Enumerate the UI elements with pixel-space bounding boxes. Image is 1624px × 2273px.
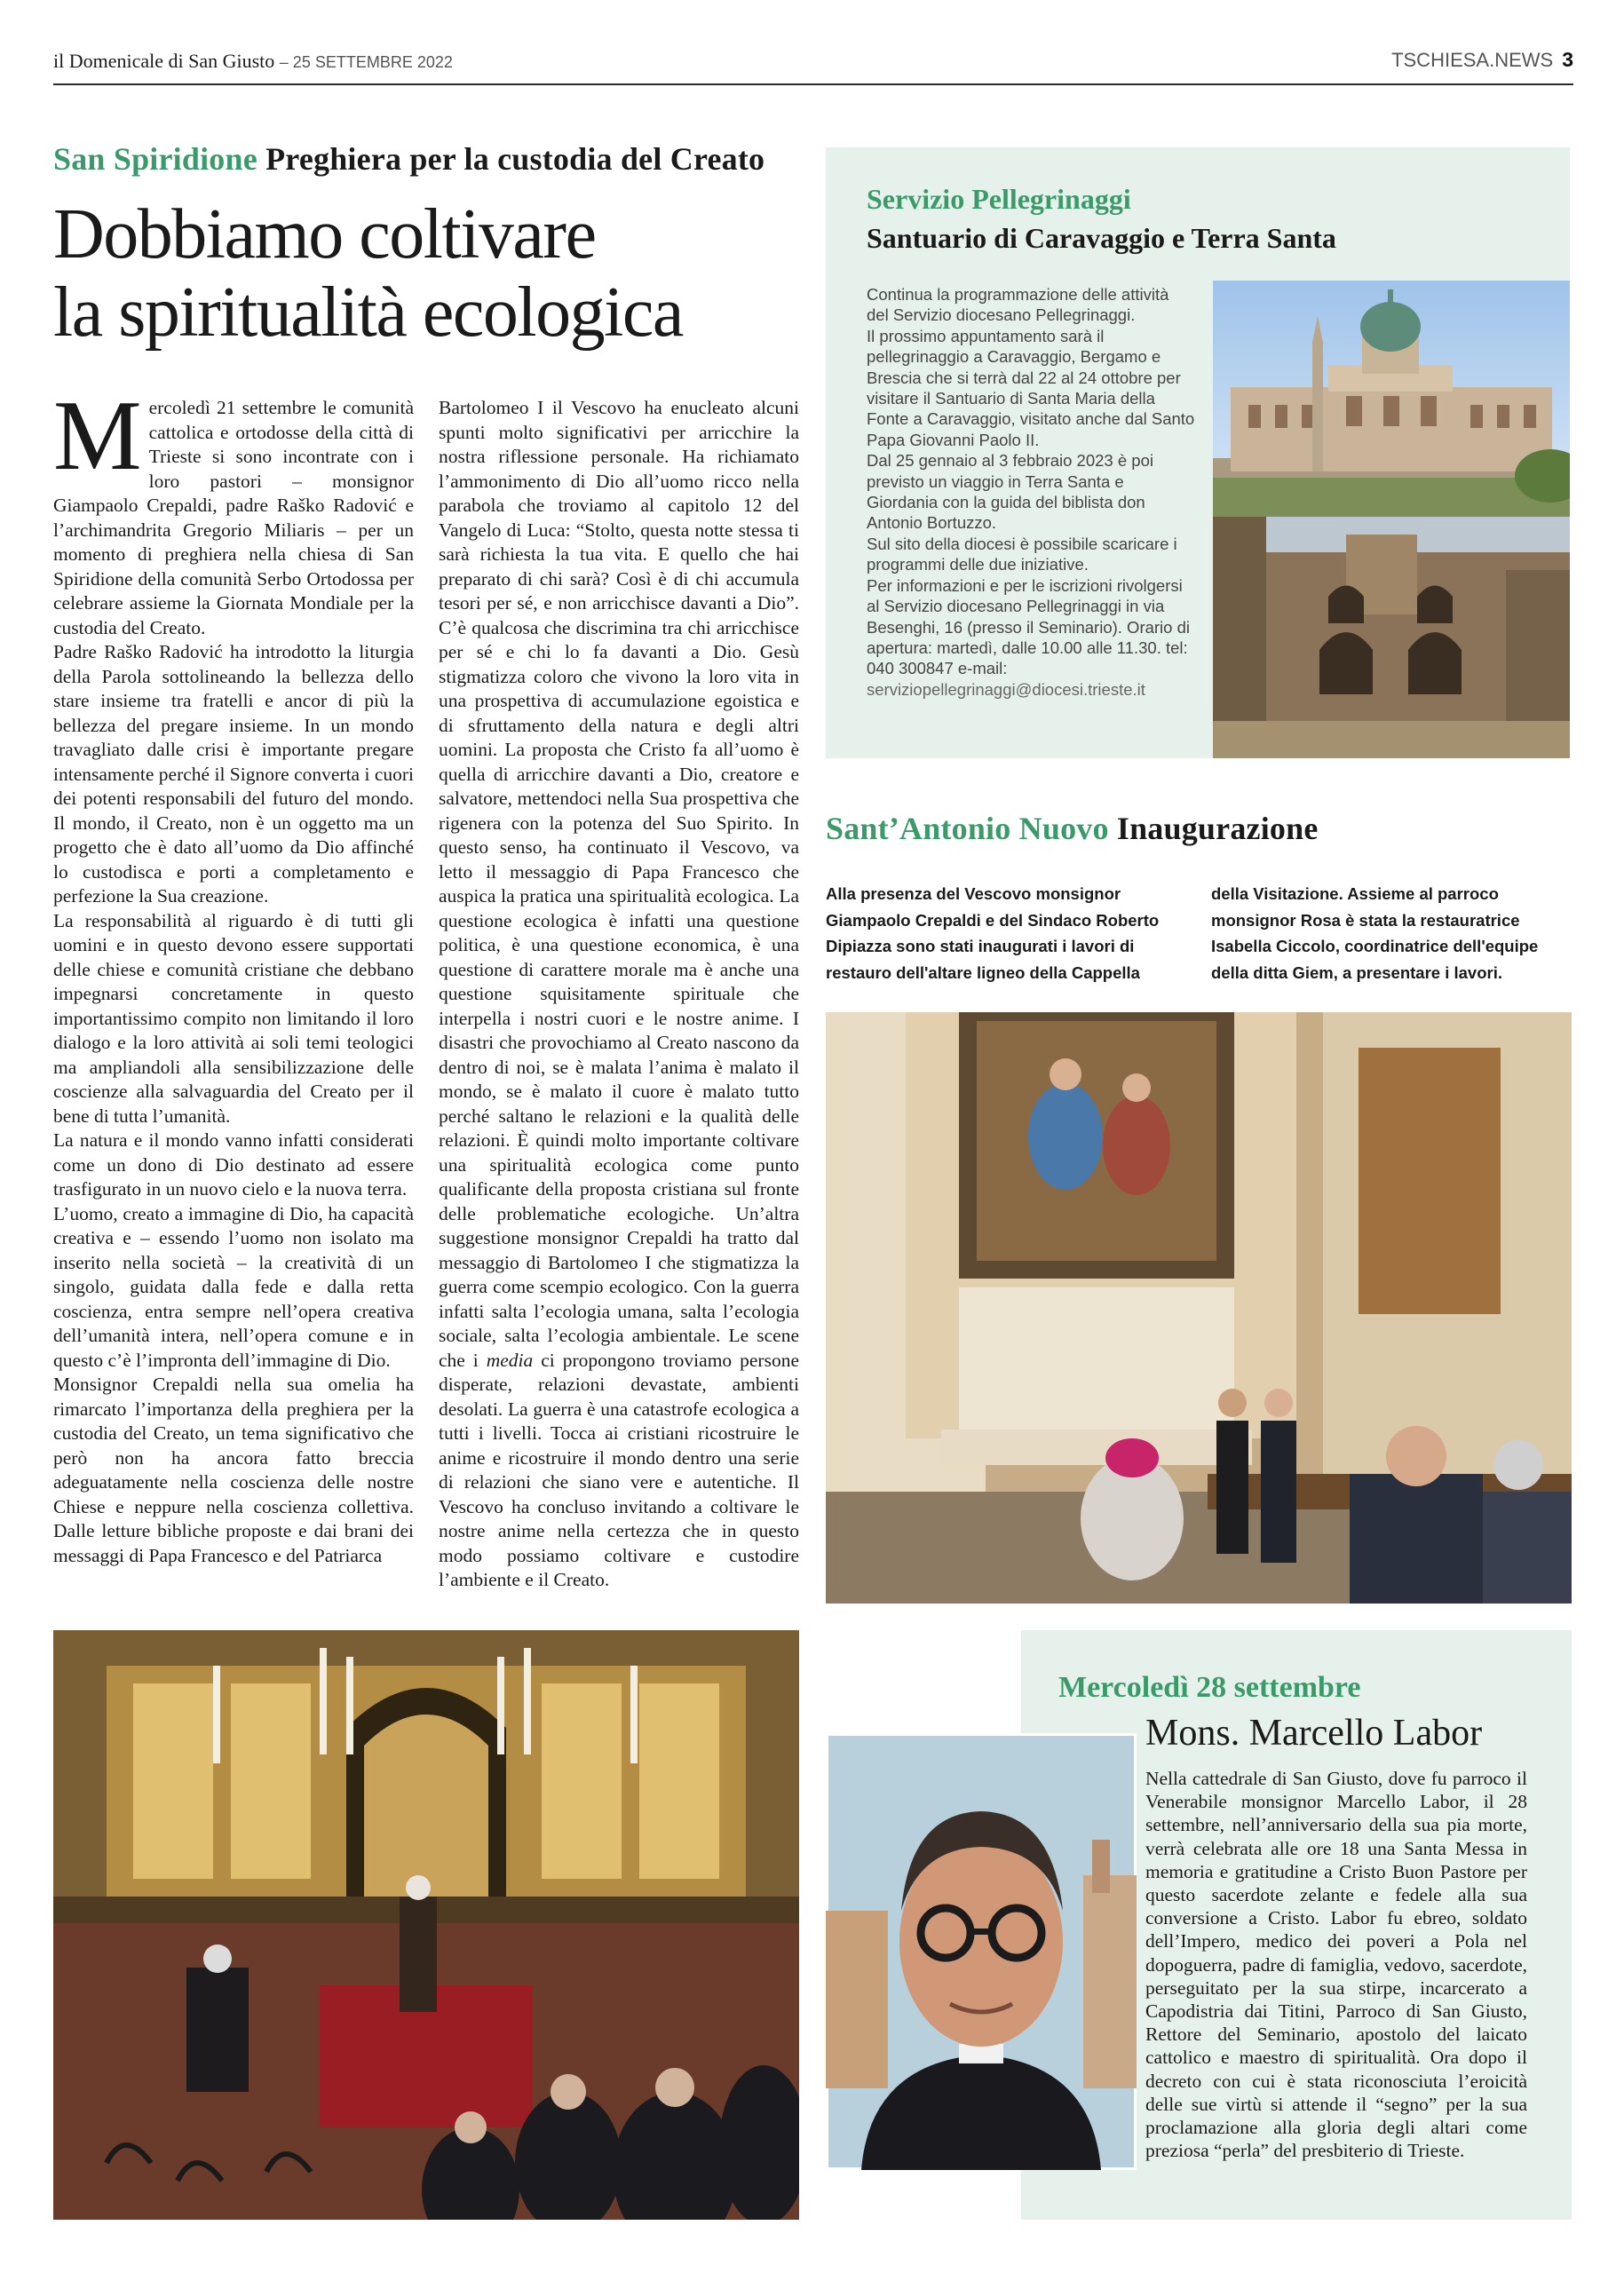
antonio-caption-2: della Visitazione. Assieme al parroco monsignor Rosa è stata la restauratrice Isabella Ciccolo, coordinatrice dell'equipe della ditta Giem, a presentare i lavori.	[1211, 884, 1539, 982]
san-spiridione-interior-photo	[53, 1630, 799, 2220]
header-site	[1391, 48, 1573, 72]
article-paragraph: L’uomo, creato a immagine di Dio, ha capacità creativa e – essendo l’uomo non isolato ma inserito nella società – la creatività di un singolo, guidata dalla fede e dalla retta coscienza, entra sempre nell’opera creativa dell’umanità intera, nell’opera comune e in questo c’è l’impronta dell’immagine di Dio.	[53, 1202, 414, 1371]
labor-kicker: Mercoledì 28 settembre	[1058, 1671, 1361, 1704]
main-kicker	[53, 140, 764, 178]
drop-cap: M	[53, 381, 142, 491]
antonio-kicker	[826, 810, 1319, 847]
headline-line-1: Dobbiamo coltivare	[53, 195, 596, 273]
site-name[interactable]: TSCHIESA.NEWS	[1391, 49, 1554, 71]
pilgrimage-title: Santuario di Caravaggio e Terra Santa	[867, 222, 1336, 254]
antonio-caption-1: Alla presenza del Vescovo monsignor Giampaolo Crepaldi e del Sindaco Roberto Dipiazza sono stati inaugurati i lavori di restauro dell'altare ligneo della Cappella	[826, 884, 1160, 982]
article-column-1	[53, 381, 414, 1568]
kicker-topic: Preghiera per la custodia del Creato	[265, 141, 765, 177]
chapel-restoration-photo	[826, 1012, 1572, 1604]
issue-date: – 25 SETTEMBRE 2022	[279, 53, 453, 71]
kicker-location: San Spiridione	[53, 141, 257, 177]
article-paragraph: Monsignor Crepaldi nella sua omelia ha rimarcato l’importanza della preghiera per la custodia del Creato, un tema significativo che però non ha ancora fatto breccia adeguatamente nella coscienza delle nostre Chiese e neppure nella coscienza collettiva. Dalle letture bibliche proposte e dai brani dei messaggi di Papa Francesco e del Patriarca	[53, 1374, 414, 1566]
article-paragraph: La responsabilità al riguardo è di tutti gli uomini e in questo devono essere supportati delle chiese e comunità cristiane che debbano impegnarsi concretamente in questo importantissimo compito non limitando il loro dialogo e la loro attività ai soli temi teologici ma ampliandoli alla sensibilizzazione delle coscienze alla salvaguardia del Creato per il bene di tutta l’umanità.	[53, 909, 414, 1127]
header-rule	[53, 83, 1573, 85]
article-paragraph: Bartolomeo I il Vescovo ha enucleato alcuni spunti molto significativi per arricchire la nostra riflessione personale. Ha richiamato l’ammonimento di Dio all’uomo ricco nella parabola che troviamo al capitolo 12 del Vangelo di Luca: “Stolto, questa notte stessa ti sarà richiesta la tua vita. E quello che hai preparato di chi sarà? Così è di chi accumula tesori per sé, e non arricchisce davanti a Dio”. C’è qualcosa che discrimina tra chi arricchisce per sé e chi lo fa davanti a Dio. Gesù stigmatizza coloro che vivono la loro vita in una prospettiva di accumulazione egoistica e di sfruttamento della natura e degli altri uomini. La proposta che Cristo fa all’uomo è quella di arricchire davanti a Dio, creatore e salvatore, mettendoci nella Sua prospettiva che rigenera con la potenza del Suo Spirito. In questo senso, ha continuato il Vescovo, va letto il messaggio di Papa Francesco che auspica la pratica una spiritualità ecologica. La questione ecologica è infatti una questione politica, è una questione economica, è una questione di carattere morale ma è anche una questione squisitamente spirituale che interpella i nostri cuori e le nostre anime. I disastri che provochiamo al Creato nascono da dentro di noi, se è malata l’anima è malato il mondo, se è malato il cuore è malato tutto perché saltano le relazioni e la qualità delle relazioni. È quindi molto importante coltivare una spiritualità ecologica come punto qualificante della proposta cristiana sul fronte delle problematiche ecologiche. Un’altra suggestione monsignor Crepaldi ha tratto dal messaggio di Bartolomeo I che stigmatizza la guerra come scempio ecologico. Con la guerra infatti salta l’ecologia umana, salta l’ecologia sociale, salta l’ecologia ambientale. Le scene che i media ci propongono troviamo persone disperate, relazioni devastate, ambienti desolati. La guerra è una catastrofe ecologica a tutti i livelli. Tocca ai cristiani ricostruire le anime e ricostruire il mondo dentro una serie di relazioni che siano vere e autentiche. Il Vescovo ha concluso invitando a coltivare le nostre anime nella certezza che in questo modo possiamo coltivare e custodire l’ambiente e il Creato.	[439, 397, 799, 1590]
page-number: 3	[1562, 48, 1573, 71]
article-paragraph: La natura e il mondo vanno infatti considerati come un dono di Dio destinato ad essere trasfigurato in un nuovo cielo e la nuova terra.	[53, 1129, 414, 1200]
pilgrimage-paragraph: Il prossimo appuntamento sarà il pellegrinaggio a Caravaggio, Bergamo e Brescia che si terrà dal 22 al 24 ottobre per visitare il Santuario di Santa Maria della Fonte a Caravaggio, visitato anche dal Santo Papa Giovanni Paolo II.	[867, 326, 1195, 449]
pilgrimage-paragraph: Dal 25 gennaio al 3 febbraio 2023 è poi previsto un viaggio in Terra Santa e Giordania con la guida del biblista don Antonio Bortuzzo.	[867, 451, 1153, 533]
pilgrimage-kicker: Servizio Pellegrinaggi	[867, 183, 1131, 215]
antonio-topic: Inaugurazione	[1116, 811, 1319, 846]
publication-name: il Domenicale di San Giusto	[53, 50, 275, 72]
labor-title: Mons. Marcello Labor	[1145, 1713, 1483, 1754]
pilgrimage-text	[867, 284, 1195, 700]
holy-sepulchre-photo	[1213, 517, 1570, 758]
pilgrimage-paragraph: Continua la programmazione delle attività del Servizio diocesano Pellegrinaggi.	[867, 285, 1169, 325]
pilgrimage-paragraph: Per informazioni e per le iscrizioni rivolgersi al Servizio diocesano Pellegrinaggi in via Besenghi, 16 (presso il Seminario). Orario di apertura: martedì, dalle 10.00 alle 11.30. tel: 040 300847 e-mail:	[867, 575, 1190, 678]
article-paragraph: Mercoledì 21 settembre le comunità cattolica e ortodosse della città di Trieste si sono incontrate con i loro pastori – monsignor Giampaolo Crepaldi, padre Raško Radović e l’archimandrita Gregorio Miliaris – per un momento di preghiera nella chiesa di San Spiridione della comunità Serbo Ortodossa per celebrare assieme la Giornata Mondiale per la custodia del Creato.	[53, 381, 414, 638]
italic-word: media	[486, 1349, 534, 1371]
headline-line-2: la spiritualità ecologica	[53, 273, 683, 352]
caravaggio-sanctuary-photo	[1213, 281, 1570, 517]
pilgrimage-paragraph: Sul sito della diocesi è possibile scaricare i programmi delle due iniziative.	[867, 534, 1177, 574]
article-paragraph: Padre Raško Radović ha introdotto la liturgia della Parola sottolineando la bellezza dello stare insieme tra fratelli e ancor di più la bellezza del pregare insieme. In un mondo travagliato dalle crisi è importante pregare intensamente perché il Signore converta i cuori dei potenti responsabili del futuro del mondo. Il mondo, il Creato, non è un oggetto ma un progetto che è dato all’uomo da Dio affinché lo custodisca e porti a completamento e perfezione la Sua creazione.	[53, 641, 414, 907]
labor-paragraph: Nella cattedrale di San Giusto, dove fu parroco il Venerabile monsignor Marcello Labor, il 28 settembre, nell’anniversario della sua pia morte, verrà celebrata alle ore 18 una Santa Messa in memoria e gratitudine a Cristo Buon Pastore per questo sacerdote zelante e fedele alla sua conversione a Cristo. Labor fu ebreo, soldato dell’Impero, medico dei poveri a Pola nel dopoguerra, padre di famiglia, vedovo, sacerdote, perseguitato per la sua stirpe, incarcerato a Capodistria dai Titini, Parroco di San Giusto, Rettore del Seminario, apostolo del laicato cattolico e maestro di spiritualità. Ora dopo il decreto con cui è stata riconosciuta l’eroicità delle sue virtù si attende il “segno” per la sua proclamazione alla gloria degli altari come preziosa “perla” del presbiterio di Trieste.	[1145, 1768, 1527, 2162]
article-column-2	[439, 396, 799, 1593]
marcello-labor-portrait	[826, 1733, 1137, 2170]
main-headline	[53, 195, 835, 352]
antonio-location: Sant’Antonio Nuovo	[826, 811, 1109, 846]
pilgrimage-email-link[interactable]: serviziopellegrinaggi@diocesi.trieste.it	[867, 679, 1145, 699]
labor-text	[1145, 1767, 1527, 2162]
header-publication	[53, 50, 453, 73]
